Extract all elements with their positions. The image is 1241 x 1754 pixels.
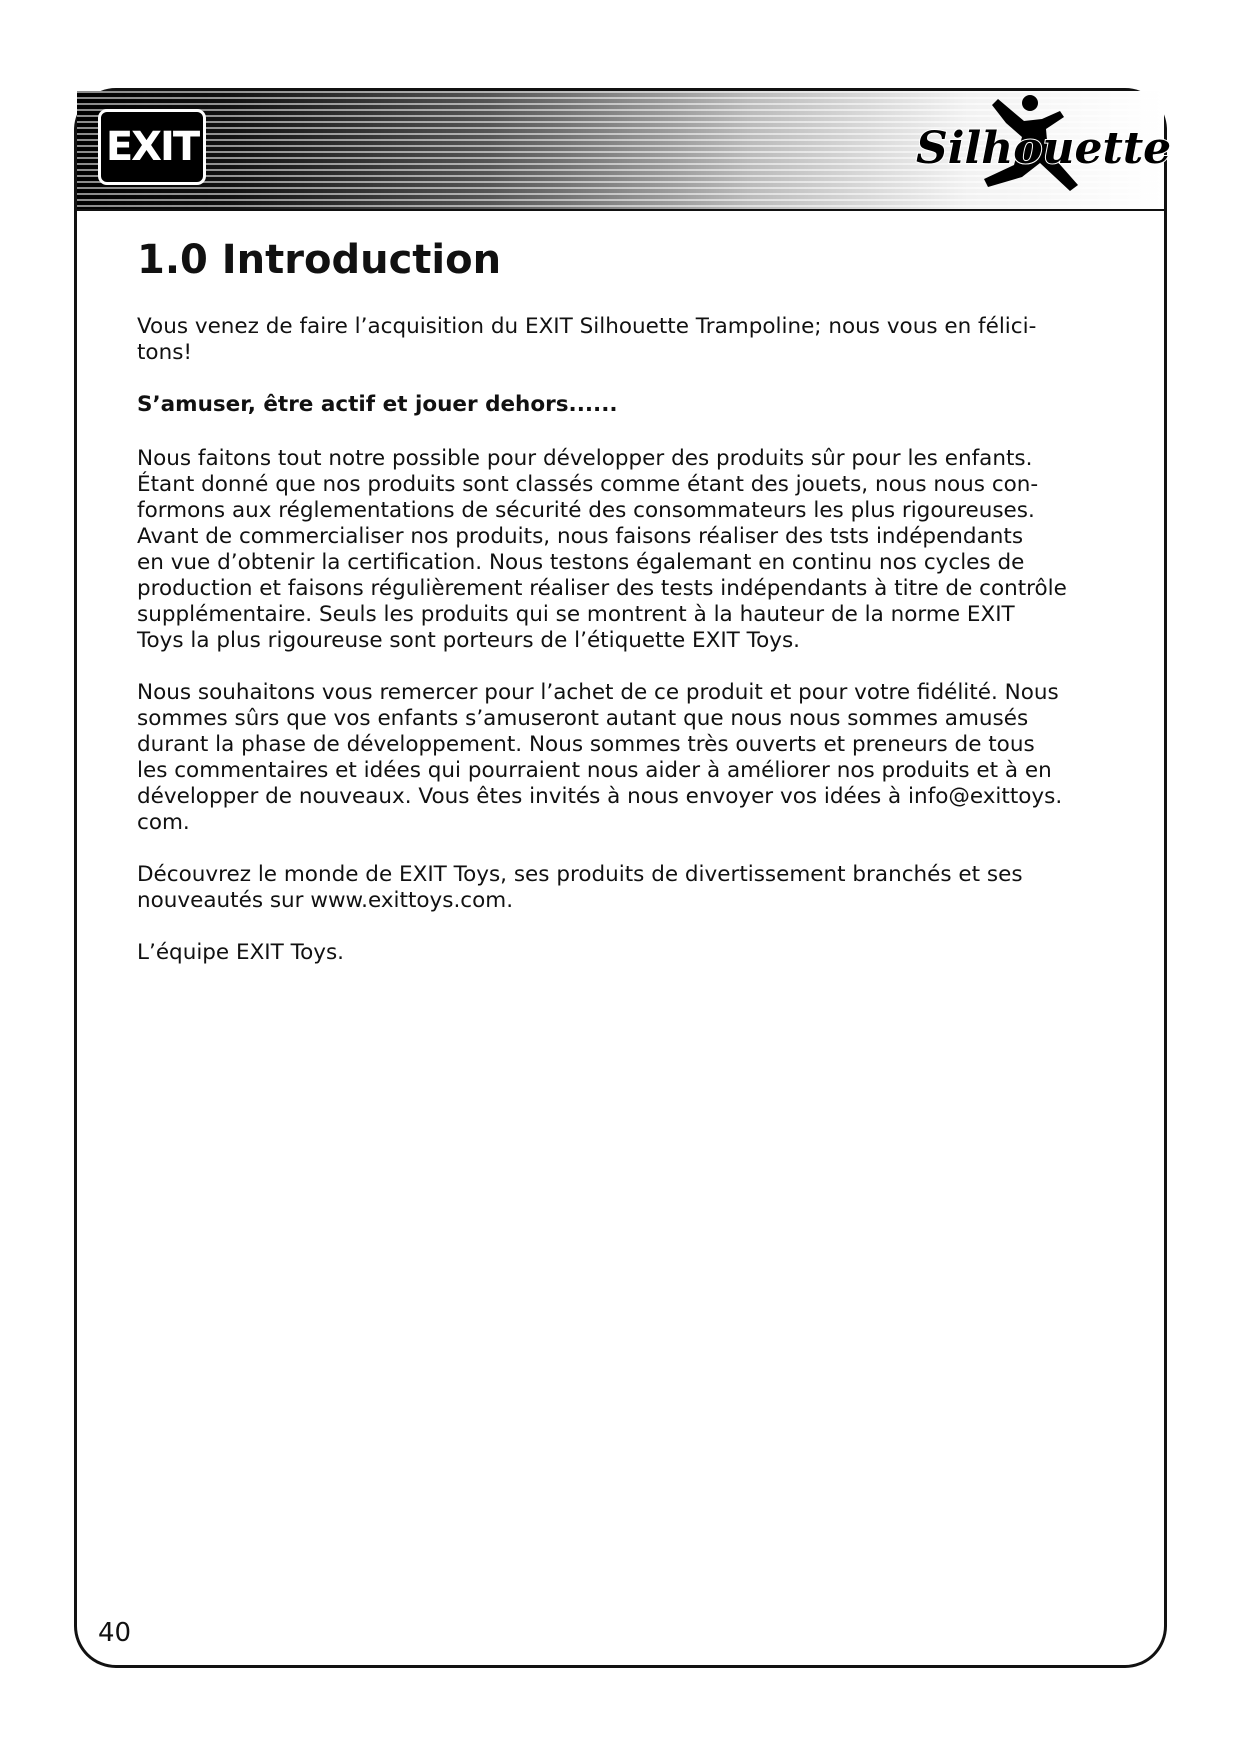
exit-logo: [98, 109, 206, 185]
silhouette-logo: [910, 93, 1172, 205]
paragraph-thanks: Nous souhaitons vous remercer pour l’achet de ce produit et pour votre fidélité. Nous sommes sûrs que vos enfants s’amuseront autant que nous nous sommes amusés durant la phase de développement. Nous sommes très ouverts et preneurs de tous les commentaires et idées qui pourraient nous aider à améliorer nos produits et à en développer de nouveaux. Vous êtes invités à nous envoyer vos idées à info@exittoys. com.: [137, 680, 1063, 835]
exit-logo-text: EXIT: [105, 124, 199, 170]
page-title: 1.0 Introduction: [137, 237, 502, 283]
header-band: [77, 91, 1172, 211]
jumper-silhouette-icon: [910, 93, 1172, 205]
content: [137, 236, 1107, 992]
paragraph-intro: Vous venez de faire l’acquisition du EXIT Silhouette Trampoline; nous vous en félici- tons!: [137, 314, 1037, 365]
paragraph-tagline: S’amuser, être actif et jouer dehors......: [137, 392, 618, 417]
paragraph-signature: L’équipe EXIT Toys.: [137, 940, 345, 965]
paragraph-safety: Nous faitons tout notre possible pour développer des produits sûr pour les enfants. Étant donné que nos produits sont classés comme étant des jouets, nous nous con- formons aux réglementations de sécurité des consommateurs les plus rigoureuses. Avant de commercialiser nos produits, nous faisons réaliser des tsts indépendants en vue d’obtenir la certification. Nous testons égalemant en continu nos cycles de production et faisons régulièrement réaliser des tests indépendants à titre de contrôle supplémentaire. Seuls les produits qui se montrent à la hauteur de la norme EXIT Toys la plus rigoureuse sont porteurs de l’étiquette EXIT Toys.: [137, 446, 1067, 653]
brand-text: Silhouette: [916, 123, 1172, 174]
paragraph-discover: Découvrez le monde de EXIT Toys, ses produits de divertissement branchés et ses nouveautés sur www.exittoys.com.: [137, 862, 1023, 913]
page-number: 40: [98, 1618, 132, 1648]
